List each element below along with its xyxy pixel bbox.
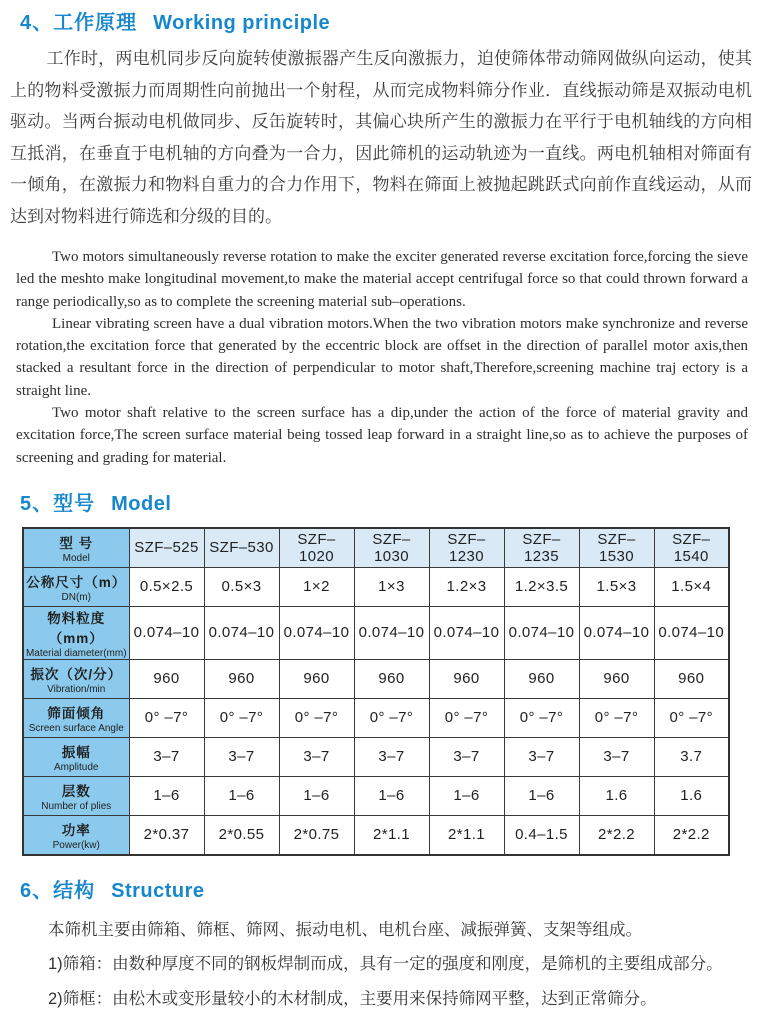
model-cell: SZF–525 [129,528,204,568]
value-cell: 0.074–10 [279,606,354,659]
value-cell: 3–7 [504,737,579,776]
value-cell: 0° –7° [429,698,504,737]
value-cell: 0° –7° [504,698,579,737]
table-row [23,698,729,737]
structure-line-2: 1)筛箱：由数种厚度不同的钢板焊制而成，具有一定的强度和刚度，是筛机的主要组成部分。 [48,955,723,974]
value-cell: 1.5×3 [579,567,654,606]
row-header [23,698,129,737]
row-header-cn: 筛面倾角 [47,705,106,721]
table-row [23,737,729,776]
value-cell: 0.074–10 [654,606,729,659]
value-cell: 960 [579,659,654,698]
row-header [23,606,129,659]
row-header-en: DN(m) [61,591,91,603]
value-cell: 2*0.37 [129,815,204,855]
working-principle-cn-paragraph: 工作时，两电机同步反向旋转使激振器产生反向激振力，迫使筛体带动筛网做纵向运动，使其上的物料受激振力而周期性向前抛出一个射程，从而完成物料筛分作业．直线振动筛是双振动电机驱动。当两台振动电机做同步、反缶旋转时，其偏心块所产生的激振力在平行于电机轴线的方向相互抵消，在垂直于电机轴的方向叠为一合力，因此筛机的运动轨迹为一直线。两电机轴相对筛面有一倾角，在激振力和物料自重力的合力作用下，物料在筛面上被抛起跳跃式向前作直线运动，从而达到对物料进行筛选和分级的目的。 [10,49,752,226]
value-cell: 0° –7° [129,698,204,737]
row-header [23,567,129,606]
table-row [23,815,729,855]
value-cell: 0° –7° [279,698,354,737]
value-cell: 2*1.1 [429,815,504,855]
section4-heading [20,6,762,35]
table-row [23,659,729,698]
value-cell: 2*0.75 [279,815,354,855]
section5-heading-cn: 5、型号 [20,492,96,515]
section6-heading-cn: 6、结构 [20,879,96,902]
table-row [23,567,729,606]
value-cell: 2*0.55 [204,815,279,855]
model-cell: SZF–1530 [579,528,654,568]
value-cell: 2*2.2 [654,815,729,855]
section6-heading [20,874,762,903]
value-cell: 0° –7° [354,698,429,737]
row-header [23,659,129,698]
table-row [23,776,729,815]
value-cell: 1–6 [354,776,429,815]
value-cell: 960 [279,659,354,698]
row-header-cn: 振幅 [61,744,91,760]
value-cell: 1×3 [354,567,429,606]
value-cell: 3–7 [279,737,354,776]
model-table [22,527,730,856]
working-principle-en-block [16,246,748,469]
row-header-cn: 层数 [61,783,91,799]
value-cell: 1.2×3 [429,567,504,606]
value-cell: 960 [204,659,279,698]
value-cell: 960 [129,659,204,698]
model-cell: SZF–1235 [504,528,579,568]
en-paragraph-3: Two motor shaft relative to the screen surface has a dip,under the action of the force of material gravity and excitation force,The screen surface material being tossed leap forward in a straight line,so as to achieve the purposes of screening and grading for material. [16,405,748,466]
value-cell: 1.6 [654,776,729,815]
value-cell: 0° –7° [204,698,279,737]
section4-heading-en: Working principle [153,12,331,34]
value-cell: 1.2×3.5 [504,567,579,606]
structure-lines [48,913,748,1016]
row-header-en: Screen surface Angle [28,722,124,734]
value-cell: 3–7 [129,737,204,776]
value-cell: 0.5×3 [204,567,279,606]
section4-heading-cn: 4、工作原理 [20,12,138,34]
structure-line-1: 本筛机主要由筛箱、筛框、筛网、振动电机、电机台座、减振弹簧、支架等组成。 [48,920,642,939]
value-cell: 0.5×2.5 [129,567,204,606]
value-cell: 3–7 [429,737,504,776]
value-cell: 1–6 [504,776,579,815]
section5-heading [20,487,762,516]
structure-line-3: 2)筛框：由松木或变形量较小的木材制成，主要用来保持筛网平整，达到正常筛分。 [48,989,657,1008]
value-cell: 3–7 [354,737,429,776]
value-cell: 0.074–10 [204,606,279,659]
value-cell: 2*2.2 [579,815,654,855]
row-header-en: Vibration/min [47,683,106,695]
en-paragraph-1: Two motors simultaneously reverse rotation to make the exciter generated reverse excitation force,forcing the sieve led the meshto make longitudinal movement,to make the material accept centrifugal force so that could thrown forward a range periodically,so as to complete the screening material sub–operations. [16,249,748,310]
value-cell: 3–7 [579,737,654,776]
value-cell: 0.4–1.5 [504,815,579,855]
value-cell: 1–6 [279,776,354,815]
model-cell: SZF–530 [204,528,279,568]
value-cell: 1×2 [279,567,354,606]
row-header-en: Power(kw) [52,839,100,851]
value-cell: 0.074–10 [354,606,429,659]
row-header-en: Number of plies [41,800,112,812]
value-cell: 3.7 [654,737,729,776]
value-cell: 2*1.1 [354,815,429,855]
row-header-cn: 物料粒度（mm） [47,610,106,646]
table-row [23,528,729,568]
value-cell: 1.6 [579,776,654,815]
row-header-cn: 振次（次/分） [30,666,123,682]
row-header-en: Model [62,552,90,564]
model-cell: SZF–1030 [354,528,429,568]
model-cell: SZF–1540 [654,528,729,568]
row-header-cn: 公称尺寸（m） [26,574,127,590]
value-cell: 0.074–10 [504,606,579,659]
row-header [23,776,129,815]
model-table-body [23,528,729,855]
value-cell: 1–6 [129,776,204,815]
value-cell: 960 [654,659,729,698]
row-header [23,815,129,855]
value-cell: 1.5×4 [654,567,729,606]
row-header-en: Amplitude [54,761,99,773]
value-cell: 960 [504,659,579,698]
value-cell: 0.074–10 [129,606,204,659]
section6-heading-en: Structure [111,879,205,902]
table-row [23,606,729,659]
row-header [23,528,129,568]
value-cell: 0.074–10 [429,606,504,659]
en-paragraph-2: Linear vibrating screen have a dual vibration motors.When the two vibration motors make synchronize and reverse rotation,the excitation force that generated by the eccentric block are offset in the direction of parallel motor axis,then stacked a resultant force in the direction of perpendicular to motor shaft,Therefore,screening machine traj ectory is a straight line. [16,315,748,399]
value-cell: 0° –7° [579,698,654,737]
row-header-cn: 功率 [61,822,91,838]
row-header-cn: 型 号 [59,535,94,551]
value-cell: 960 [429,659,504,698]
value-cell: 0° –7° [654,698,729,737]
model-cell: SZF–1230 [429,528,504,568]
row-header-en: Material diameter(mm) [25,647,127,659]
section5-heading-en: Model [111,492,172,515]
value-cell: 960 [354,659,429,698]
value-cell: 1–6 [204,776,279,815]
value-cell: 3–7 [204,737,279,776]
value-cell: 1–6 [429,776,504,815]
value-cell: 0.074–10 [579,606,654,659]
model-cell: SZF–1020 [279,528,354,568]
row-header [23,737,129,776]
